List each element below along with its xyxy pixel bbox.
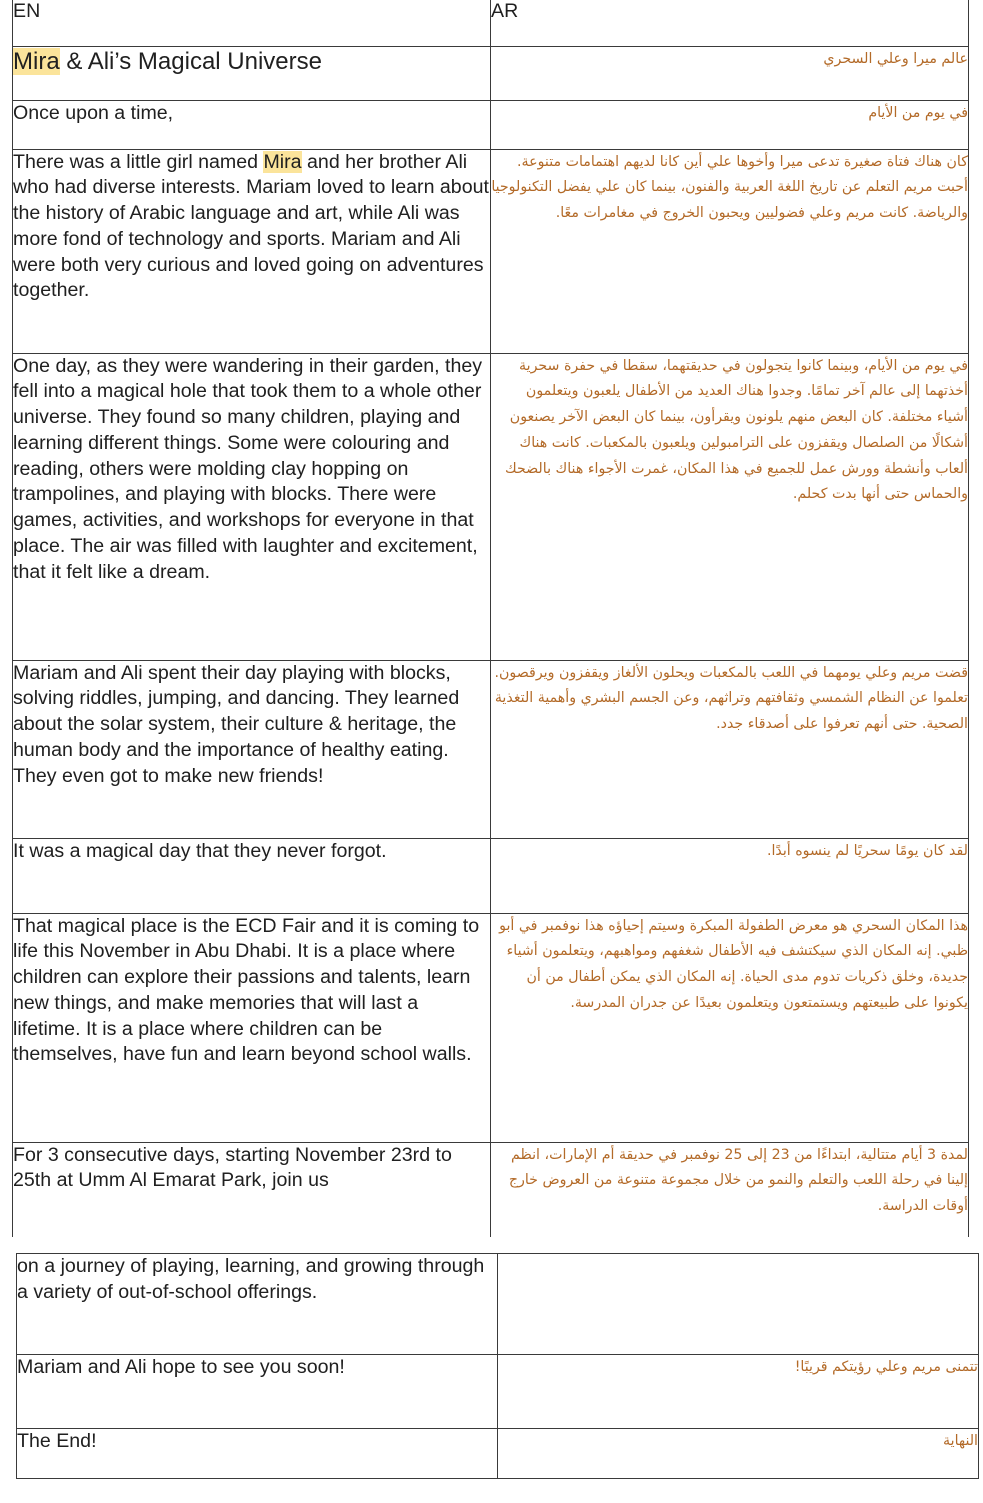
en-cell: Once upon a time, [13,100,491,149]
en-cell: on a journey of playing, learning, and growing through a variety of out-of-school offerings. [17,1254,498,1355]
en-cell: There was a little girl named Mira and her brother Ali who had diverse interests. Mariam loved to learn about the history of Arabic language and art, while Ali was more fond of technology and sports. Mariam and Ali were both very curious and loved going on adventures together. [13,149,491,353]
ar-cell: في يوم من الأيام [491,100,969,149]
en-cell: It was a magical day that they never forgot. [13,838,491,913]
en-cell: Mariam and Ali spent their day playing with blocks, solving riddles, jumping, and dancing. They learned about the solar system, their culture & heritage, the human body and the importance of healthy eating. They even got to make new friends! [13,660,491,838]
story-title-ar: عالم ميرا وعلي السحري [491,46,969,100]
table-row [17,1355,979,1429]
table-row [17,1429,979,1479]
ar-column-header: AR [491,0,969,46]
table-row [13,913,969,1142]
en-cell: The End! [17,1429,498,1479]
table-row [13,660,969,838]
ar-cell: في يوم من الأيام، وبينما كانوا يتجولون في حديقتهما، سقطا في حفرة سحرية أخذتهما إلى عالم آخر تمامًا. وجدوا هناك العديد من الأطفال يلعبون ويتعلمون أشياء مختلفة. كان البعض منهم يلونون ويقرأون، بينما كان البعض الآخر يصنعون أشكالًا من الصلصال ويقفزون على الترامبولين ويلعبون بالمكعبات. كانت هناك ألعاب وأنشطة وورش عمل للجميع في هذا المكان، غمرت الأجواء هناك بالضحك والحماس حتى أنها بدت كحلم. [491,353,969,660]
ar-cell: كان هناك فتاة صغيرة تدعى ميرا وأخوها علي أين كانا لديهم اهتمامات متنوعة. أحبت مريم التعلم عن تاريخ اللغة العربية والفنون، بينما كان علي يفضل التكنولوجيا والرياضة. كانت مريم وعلي فضوليين ويحبون الخروج في مغامرات معًا. [491,149,969,353]
table-row [13,1142,969,1237]
story-title-en [13,46,491,100]
en-cell: Mariam and Ali hope to see you soon! [17,1355,498,1429]
en-column-header: EN [13,0,491,46]
story-table-continued [16,1253,979,1479]
table-row [13,100,969,149]
table-row [17,1254,979,1355]
ar-cell: النهاية [498,1429,979,1479]
ar-cell: لمدة 3 أيام متتالية، ابتداءًا من 23 إلى 25 نوفمبر في حديقة أم الإمارات، انظم إلينا في رحلة اللعب والتعلم والنمو من خلال مجموعة متنوعة من العروض خارج أوقات الدراسة. [491,1142,969,1237]
ar-cell [498,1254,979,1355]
title-row [13,46,969,100]
story-table [12,0,969,1237]
highlighted-name: Mira [263,150,302,173]
en-cell: That magical place is the ECD Fair and it is coming to life this November in Abu Dhabi. It is a place where children can explore their passions and talents, learn new things, and make memories that will last a lifetime. It is a place where children can be themselves, have fun and learn beyond school walls. [13,913,491,1142]
table-row [13,149,969,353]
en-cell: One day, as they were wandering in their garden, they fell into a magical hole that took them to a whole other universe. They found so many children, playing and learning different things. Some were colouring and reading, others were molding clay hopping on trampolines, and playing with blocks. There were games, activities, and workshops for everyone in that place. The air was filled with laughter and excitement, that it felt like a dream. [13,353,491,660]
en-cell: For 3 consecutive days, starting November 23rd to 25th at Umm Al Emarat Park, join us [13,1142,491,1237]
story-title-rest: & Ali’s Magical Universe [59,47,322,75]
ar-cell: قضت مريم وعلي يومهما في اللعب بالمكعبات ويحلون الألغاز ويقفزون ويرقصون. تعلموا عن النظام الشمسي وثقافتهم وتراثهم، وعن الجسم البشري وأهمية التغذية الصحية. حتى أنهم تعرفوا على أصدقاء جدد. [491,660,969,838]
table-row [13,838,969,913]
table-row [13,353,969,660]
highlighted-name: Mira [13,47,60,75]
ar-cell: تتمنى مريم وعلي رؤيتكم قريبًا! [498,1355,979,1429]
ar-cell: لقد كان يومًا سحريًا لم ينسوه أبدًا. [491,838,969,913]
ar-cell: هذا المكان السحري هو معرض الطفولة المبكرة وسيتم إحياؤه هذا نوفمبر في أبو ظبي. إنه المكان الذي سيكتشف فيه الأطفال شغفهم ومواهبهم، ويتعلمون أشياء جديدة، وخلق ذكريات تدوم مدى الحياة. إنه المكان الذي يمكن أطفال من أن يكونوا على طبيعتهم ويستمتعون ويتعلمون بعيدًا عن جدران المدرسة. [491,913,969,1142]
header-row [13,0,969,46]
